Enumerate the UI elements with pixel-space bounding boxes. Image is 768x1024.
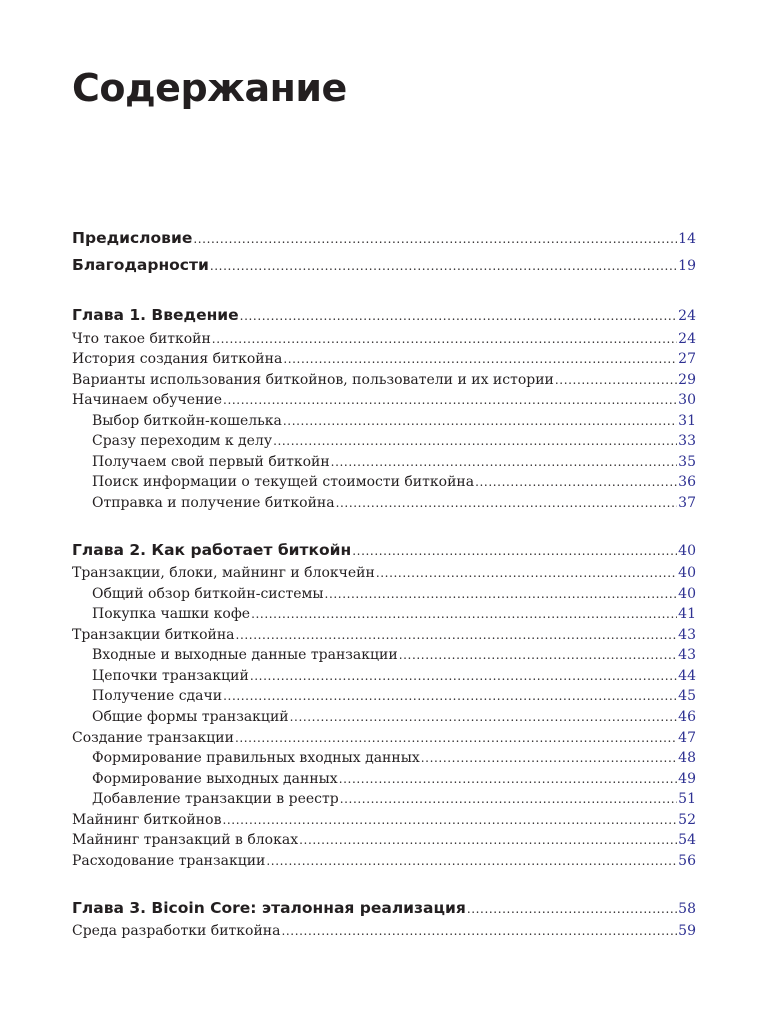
toc-page-number: 33 bbox=[678, 433, 696, 449]
toc-entry-label: Глава 2. Как работает биткойн bbox=[72, 541, 352, 559]
toc-entry-label: Глава 1. Введение bbox=[72, 306, 239, 324]
toc-leader-dots bbox=[467, 902, 677, 916]
toc-leader-dots bbox=[235, 731, 677, 745]
toc-subentry[interactable] bbox=[92, 668, 696, 684]
toc-page-number: 51 bbox=[678, 791, 696, 807]
toc-leader-dots bbox=[352, 544, 677, 558]
toc-leader-dots bbox=[273, 434, 677, 448]
toc-leader-dots bbox=[223, 393, 677, 407]
toc-subentry[interactable] bbox=[92, 791, 696, 807]
toc-subentry[interactable] bbox=[92, 606, 696, 622]
toc-entry-label: Цепочки транзакций bbox=[92, 668, 249, 684]
toc-page-number: 27 bbox=[678, 351, 696, 367]
toc-entry[interactable] bbox=[72, 730, 696, 746]
toc-page-number: 31 bbox=[678, 413, 696, 429]
toc-page-number: 47 bbox=[678, 730, 696, 746]
toc-leader-dots bbox=[223, 689, 677, 703]
toc-entry-label: Формирование выходных данных bbox=[92, 771, 338, 787]
toc-page-number: 48 bbox=[678, 750, 696, 766]
toc-leader-dots bbox=[376, 566, 677, 580]
toc-leader-dots bbox=[339, 772, 677, 786]
toc-leader-dots bbox=[240, 309, 678, 323]
toc-subentry[interactable] bbox=[92, 771, 696, 787]
toc-entry-label: Что такое биткойн bbox=[72, 331, 211, 347]
toc-leader-dots bbox=[266, 854, 677, 868]
toc-leader-dots bbox=[290, 710, 678, 724]
toc-entry-label: Предисловие bbox=[72, 229, 193, 247]
toc-subentry[interactable] bbox=[92, 586, 696, 602]
toc-leader-dots bbox=[250, 669, 677, 683]
toc-leader-dots bbox=[212, 332, 677, 346]
page-title: Содержание bbox=[72, 66, 347, 110]
toc-entry-label: Общие формы транзакций bbox=[92, 709, 289, 725]
toc-entry-label: Выбор биткойн-кошелька bbox=[92, 413, 282, 429]
toc-entry-label: История создания биткойна bbox=[72, 351, 283, 367]
toc-leader-dots bbox=[283, 352, 677, 366]
toc-leader-dots bbox=[283, 414, 677, 428]
toc-entry-label: Входные и выходные данные транзакции bbox=[92, 647, 398, 663]
toc-page-number: 40 bbox=[678, 543, 696, 559]
toc-entry[interactable] bbox=[72, 923, 696, 939]
toc-subentry[interactable] bbox=[92, 647, 696, 663]
toc-entry-label: Транзакции, блоки, майнинг и блокчейн bbox=[72, 565, 375, 581]
toc-page-number: 30 bbox=[678, 392, 696, 408]
toc-subentry[interactable] bbox=[92, 413, 696, 429]
toc-entry-label: Поиск информации о текущей стоимости биткойна bbox=[92, 474, 475, 490]
toc-page-number: 40 bbox=[678, 586, 696, 602]
toc-leader-dots bbox=[475, 475, 677, 489]
toc-entry[interactable] bbox=[72, 565, 696, 581]
toc-page-number: 44 bbox=[678, 668, 696, 684]
toc-entry-chapter-2[interactable] bbox=[72, 541, 696, 559]
toc-leader-dots bbox=[325, 587, 678, 601]
toc-page-number: 49 bbox=[678, 771, 696, 787]
toc-entry-label: Добавление транзакции в реестр bbox=[92, 791, 339, 807]
toc-entry[interactable] bbox=[72, 627, 696, 643]
toc-leader-dots bbox=[236, 628, 678, 642]
toc-entry-label: Среда разработки биткойна bbox=[72, 923, 281, 939]
toc-page-number: 19 bbox=[678, 258, 696, 274]
toc-leader-dots bbox=[340, 792, 677, 806]
toc-entry-label: Общий обзор биткойн-системы bbox=[92, 586, 324, 602]
toc-entry-label: Покупка чашки кофе bbox=[92, 606, 251, 622]
toc-leader-dots bbox=[281, 924, 677, 938]
toc-entry-label: Расходование транзакции bbox=[72, 853, 266, 869]
toc-entry-label: Начинаем обучение bbox=[72, 392, 223, 408]
toc-page-number: 35 bbox=[678, 454, 696, 470]
toc-entry-label: Получение сдачи bbox=[92, 688, 223, 704]
toc-entry-label: Создание транзакции bbox=[72, 730, 234, 746]
toc-entry[interactable] bbox=[72, 392, 696, 408]
toc-entry-label: Формирование правильных входных данных bbox=[92, 750, 420, 766]
toc-entry-label: Майнинг транзакций в блоках bbox=[72, 832, 299, 848]
toc-page-number: 54 bbox=[678, 832, 696, 848]
toc-page-number: 40 bbox=[678, 565, 696, 581]
toc-page-number: 58 bbox=[678, 901, 696, 917]
toc-leader-dots bbox=[299, 833, 677, 847]
toc-subentry[interactable] bbox=[92, 688, 696, 704]
toc-leader-dots bbox=[336, 496, 678, 510]
toc-page-number: 45 bbox=[678, 688, 696, 704]
toc-entry[interactable] bbox=[72, 331, 696, 347]
toc-page-number: 59 bbox=[678, 923, 696, 939]
toc-entry[interactable] bbox=[72, 351, 696, 367]
toc-entry-chapter-1[interactable] bbox=[72, 306, 696, 324]
toc-entry-label: Отправка и получение биткойна bbox=[92, 495, 335, 511]
toc-page-number: 41 bbox=[678, 606, 696, 622]
toc-entry-label: Варианты использования биткойнов, пользователи и их истории bbox=[72, 372, 554, 388]
toc-leader-dots bbox=[555, 373, 677, 387]
toc-entry-chapter-3[interactable] bbox=[72, 899, 696, 917]
toc-subentry[interactable] bbox=[92, 433, 696, 449]
toc-page-number: 56 bbox=[678, 853, 696, 869]
toc-leader-dots bbox=[251, 607, 677, 621]
toc-page-number: 46 bbox=[678, 709, 696, 725]
toc-entry-acknowledgements[interactable] bbox=[72, 256, 696, 274]
toc-page-number: 24 bbox=[678, 331, 696, 347]
toc-leader-dots bbox=[331, 455, 678, 469]
toc-entry-label: Транзакции биткойна bbox=[72, 627, 235, 643]
toc-leader-dots bbox=[210, 259, 677, 273]
toc-leader-dots bbox=[399, 648, 677, 662]
toc-entry[interactable] bbox=[72, 832, 696, 848]
toc-entry[interactable] bbox=[72, 853, 696, 869]
toc-leader-dots bbox=[421, 751, 677, 765]
toc-page-number: 29 bbox=[678, 372, 696, 388]
toc-entry-label: Получаем свой первый биткойн bbox=[92, 454, 330, 470]
toc-page-number: 52 bbox=[678, 812, 696, 828]
toc-page-number: 43 bbox=[678, 647, 696, 663]
toc-page-number: 14 bbox=[678, 231, 696, 247]
toc-entry-label: Благодарности bbox=[72, 256, 209, 274]
toc-leader-dots bbox=[222, 813, 677, 827]
toc-page-number: 24 bbox=[678, 308, 696, 324]
toc-entry-label: Майнинг биткойнов bbox=[72, 812, 222, 828]
toc-subentry[interactable] bbox=[92, 454, 696, 470]
toc-subentry[interactable] bbox=[92, 709, 696, 725]
toc-entry[interactable] bbox=[72, 812, 696, 828]
toc-subentry[interactable] bbox=[92, 495, 696, 511]
toc-page-number: 37 bbox=[678, 495, 696, 511]
toc-entry-label: Глава 3. Bicoin Core: эталонная реализация bbox=[72, 899, 466, 917]
toc-page-number: 43 bbox=[678, 627, 696, 643]
toc-subentry[interactable] bbox=[92, 750, 696, 766]
toc-entry-label: Сразу переходим к делу bbox=[92, 433, 273, 449]
toc-subentry[interactable] bbox=[92, 474, 696, 490]
toc-page-number: 36 bbox=[678, 474, 696, 490]
toc-entry-preface[interactable] bbox=[72, 229, 696, 247]
toc-entry[interactable] bbox=[72, 372, 696, 388]
toc-leader-dots bbox=[193, 232, 677, 246]
